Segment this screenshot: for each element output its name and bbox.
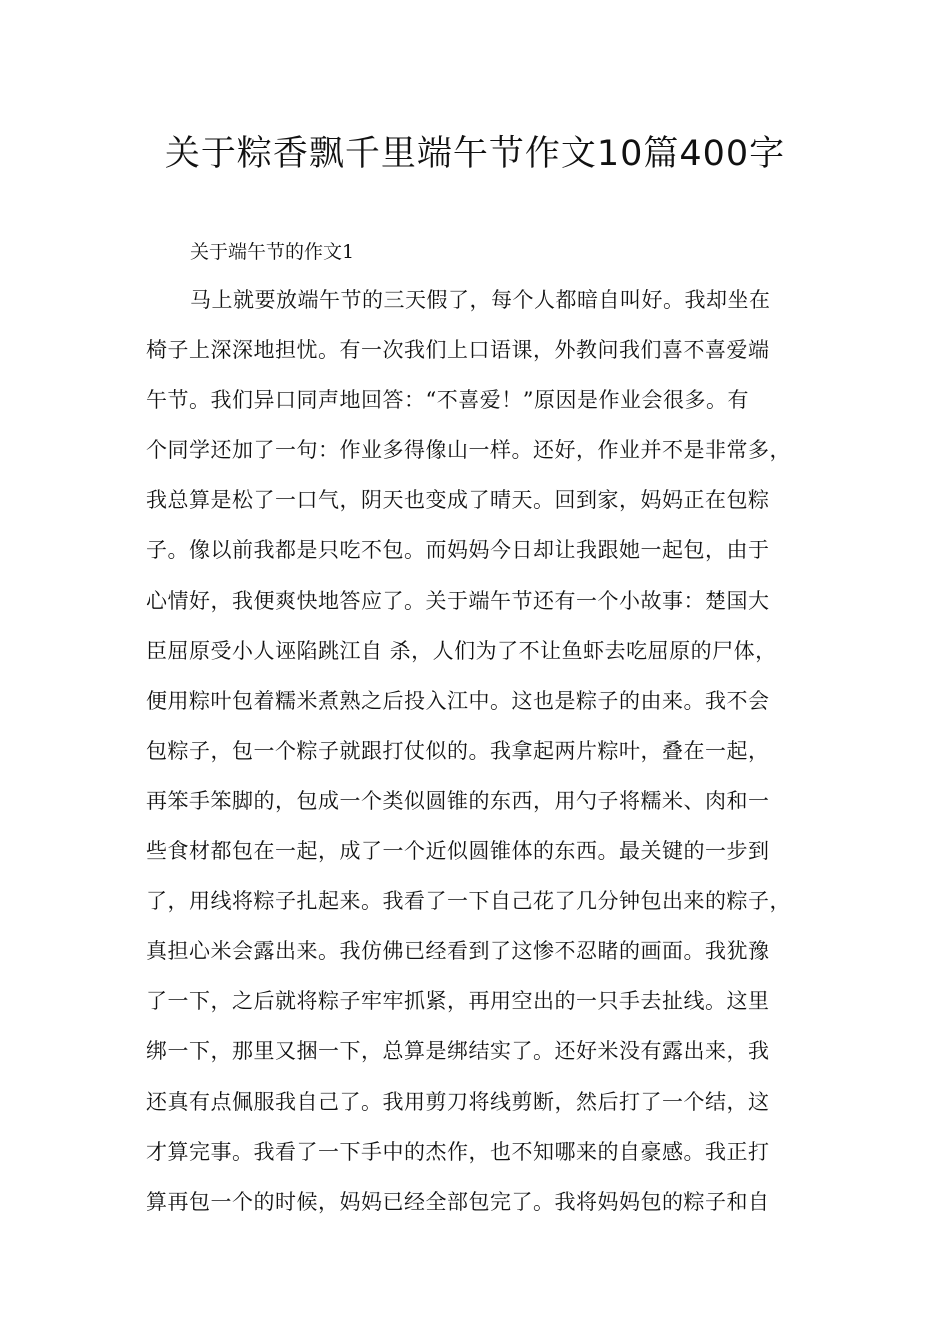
essay-line: 绑一下，那里又捆一下，总算是绑结实了。还好米没有露出来，我 [146, 1039, 770, 1064]
essay-line: 了一下，之后就将粽子牢牢抓紧，再用空出的一只手去扯线。这里 [146, 989, 770, 1014]
essay-line: 了，用线将粽子扎起来。我看了一下自己花了几分钟包出来的粽子， [146, 889, 791, 914]
essay-line: 午节。我们异口同声地回答：“不喜爱！”原因是作业会很多。有 [146, 388, 749, 413]
essay-line: 椅子上深深地担忧。有一次我们上口语课，外教问我们喜不喜爱端 [146, 338, 770, 363]
essay-line: 子。像以前我都是只吃不包。而妈妈今日却让我跟她一起包，由于 [146, 538, 770, 563]
essay-body [146, 283, 826, 1235]
essay-line: 马上就要放端午节的三天假了，每个人都暗自叫好。我却坐在 [190, 288, 771, 312]
section-heading: 关于端午节的作文1 [190, 241, 355, 263]
essay-line: 便用粽叶包着糯米煮熟之后投入江中。这也是粽子的由来。我不会 [146, 688, 770, 713]
essay-line: 真担心米会露出来。我仿佛已经看到了这惨不忍睹的画面。我犹豫 [146, 939, 770, 964]
essay-line: 包粽子，包一个粽子就跟打仗似的。我拿起两片粽叶，叠在一起， [146, 738, 770, 763]
essay-line: 心情好，我便爽快地答应了。关于端午节还有一个小故事：楚国大 [146, 588, 770, 613]
essay-line: 些食材都包在一起，成了一个近似圆锥体的东西。最关键的一步到 [146, 839, 770, 864]
document-title: 关于粽香飘千里端午节作文10篇400字 [164, 134, 786, 174]
essay-line: 还真有点佩服我自己了。我用剪刀将线剪断，然后打了一个结，这 [146, 1089, 770, 1114]
essay-line: 才算完事。我看了一下手中的杰作，也不知哪来的自豪感。我正打 [146, 1139, 770, 1164]
essay-line: 我总算是松了一口气，阴天也变成了晴天。回到家，妈妈正在包粽 [146, 488, 770, 513]
essay-line: 个同学还加了一句：作业多得像山一样。还好，作业并不是非常多， [146, 438, 791, 463]
essay-line: 算再包一个的时候，妈妈已经全部包完了。我将妈妈包的粽子和自 [146, 1189, 770, 1214]
essay-line: 再笨手笨脚的，包成一个类似圆锥的东西，用勺子将糯米、肉和一 [146, 788, 770, 813]
essay-line: 臣屈原受小人诬陷跳江自 杀，人们为了不让鱼虾去吃屈原的尸体， [146, 638, 777, 663]
